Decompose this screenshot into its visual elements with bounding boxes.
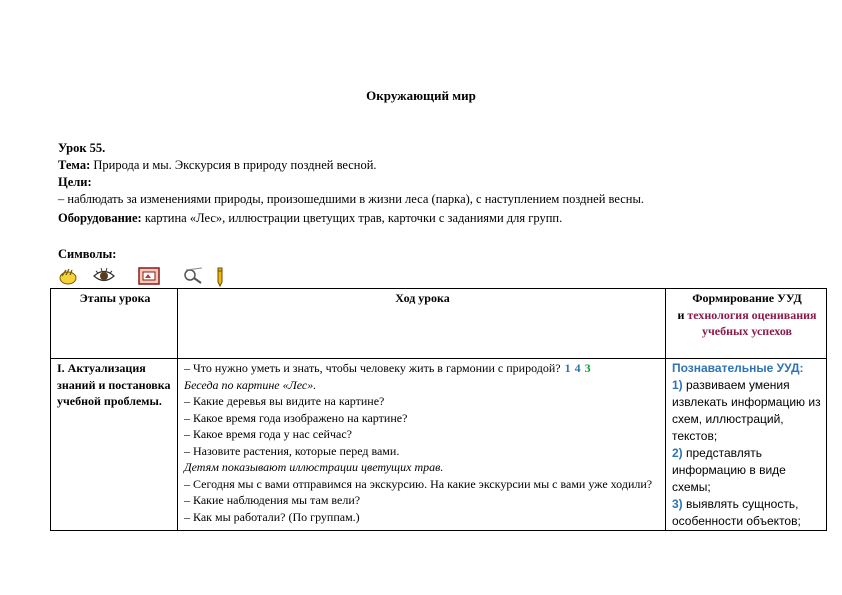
uud-item bbox=[672, 445, 822, 496]
marker-1: 1 bbox=[564, 361, 571, 375]
uud-item-text: развиваем умения извлекать информацию из схем, иллюстраций, текстов; bbox=[672, 378, 821, 443]
uud-title: Познавательные УУД: bbox=[672, 361, 804, 375]
uud-cell bbox=[666, 359, 827, 531]
topic-label: Тема: bbox=[58, 158, 91, 172]
goals-label: Цели: bbox=[58, 175, 92, 189]
question-line: – Какие наблюдения мы там вели? bbox=[184, 493, 361, 507]
marker-3: 3 bbox=[584, 361, 591, 375]
question-line: – Какое время года у нас сейчас? bbox=[184, 427, 352, 441]
header-uud-and: и bbox=[677, 307, 688, 322]
header-uud-line1: Формирование УУД bbox=[692, 291, 802, 305]
goal-item: – наблюдать за изменениями природы, произошедшими в жизни леса (парка), с наступлением поздней весны. bbox=[58, 192, 644, 206]
question-line: – Назовите растения, которые перед вами. bbox=[184, 443, 400, 458]
table-header-row bbox=[51, 289, 827, 359]
uud-item bbox=[672, 496, 822, 530]
magnifier-icon bbox=[182, 266, 204, 286]
table-row bbox=[51, 359, 827, 531]
header-stage: Этапы урока bbox=[51, 289, 178, 359]
header-course: Ход урока bbox=[178, 289, 666, 359]
course-cell bbox=[178, 359, 666, 531]
uud-item bbox=[672, 377, 822, 445]
header-uud bbox=[666, 289, 827, 359]
uud-item-number: 2) bbox=[672, 446, 683, 460]
stage-cell: I. Актуализация знаний и постановка учебной проблемы. bbox=[51, 359, 178, 531]
pencil-icon bbox=[212, 266, 228, 288]
symbols-label: Символы: bbox=[58, 247, 117, 261]
teacher-note: Детям показывают иллюстрации цветущих трав. bbox=[184, 460, 444, 474]
equipment-line bbox=[58, 210, 562, 226]
header-uud-technology: технология оценивания учебных успехов bbox=[687, 307, 817, 338]
question-line: – Какое время года изображено на картине? bbox=[184, 410, 408, 425]
uud-item-text: представлять информацию в виде схемы; bbox=[672, 446, 786, 494]
conversation-note: Беседа по картине «Лес». bbox=[184, 377, 317, 392]
lesson-number: Урок 55. bbox=[58, 141, 106, 155]
picture-card-icon bbox=[138, 266, 160, 286]
uud-item-text: выявлять сущность, особенности объектов; bbox=[672, 497, 801, 528]
hand-sign-icon bbox=[58, 266, 78, 286]
question-line: – Какие деревья вы видите на картине? bbox=[184, 394, 385, 408]
uud-item-number: 1) bbox=[672, 378, 683, 392]
uud-item-number: 3) bbox=[672, 497, 683, 511]
marker-4: 4 bbox=[574, 361, 581, 375]
question-line bbox=[184, 360, 661, 377]
question-line: – Как мы работали? (По группам.) bbox=[184, 509, 360, 524]
lesson-table bbox=[50, 288, 827, 531]
question-text: – Что нужно уметь и знать, чтобы человеку жить в гармонии с природой? bbox=[184, 361, 561, 375]
question-line: – Сегодня мы с вами отправимся на экскурсию. На какие экскурсии мы с вами уже ходили? bbox=[184, 476, 653, 491]
topic-line bbox=[58, 157, 377, 173]
topic-text: Природа и мы. Экскурсия в природу поздней весной. bbox=[90, 158, 377, 172]
page-title: Окружающий мир bbox=[366, 88, 476, 103]
equipment-text: картина «Лес», иллюстрации цветущих трав, карточки с заданиями для групп. bbox=[141, 211, 563, 225]
eye-icon bbox=[92, 266, 116, 286]
symbols-row bbox=[58, 266, 238, 290]
equipment-label: Оборудование: bbox=[58, 211, 142, 225]
